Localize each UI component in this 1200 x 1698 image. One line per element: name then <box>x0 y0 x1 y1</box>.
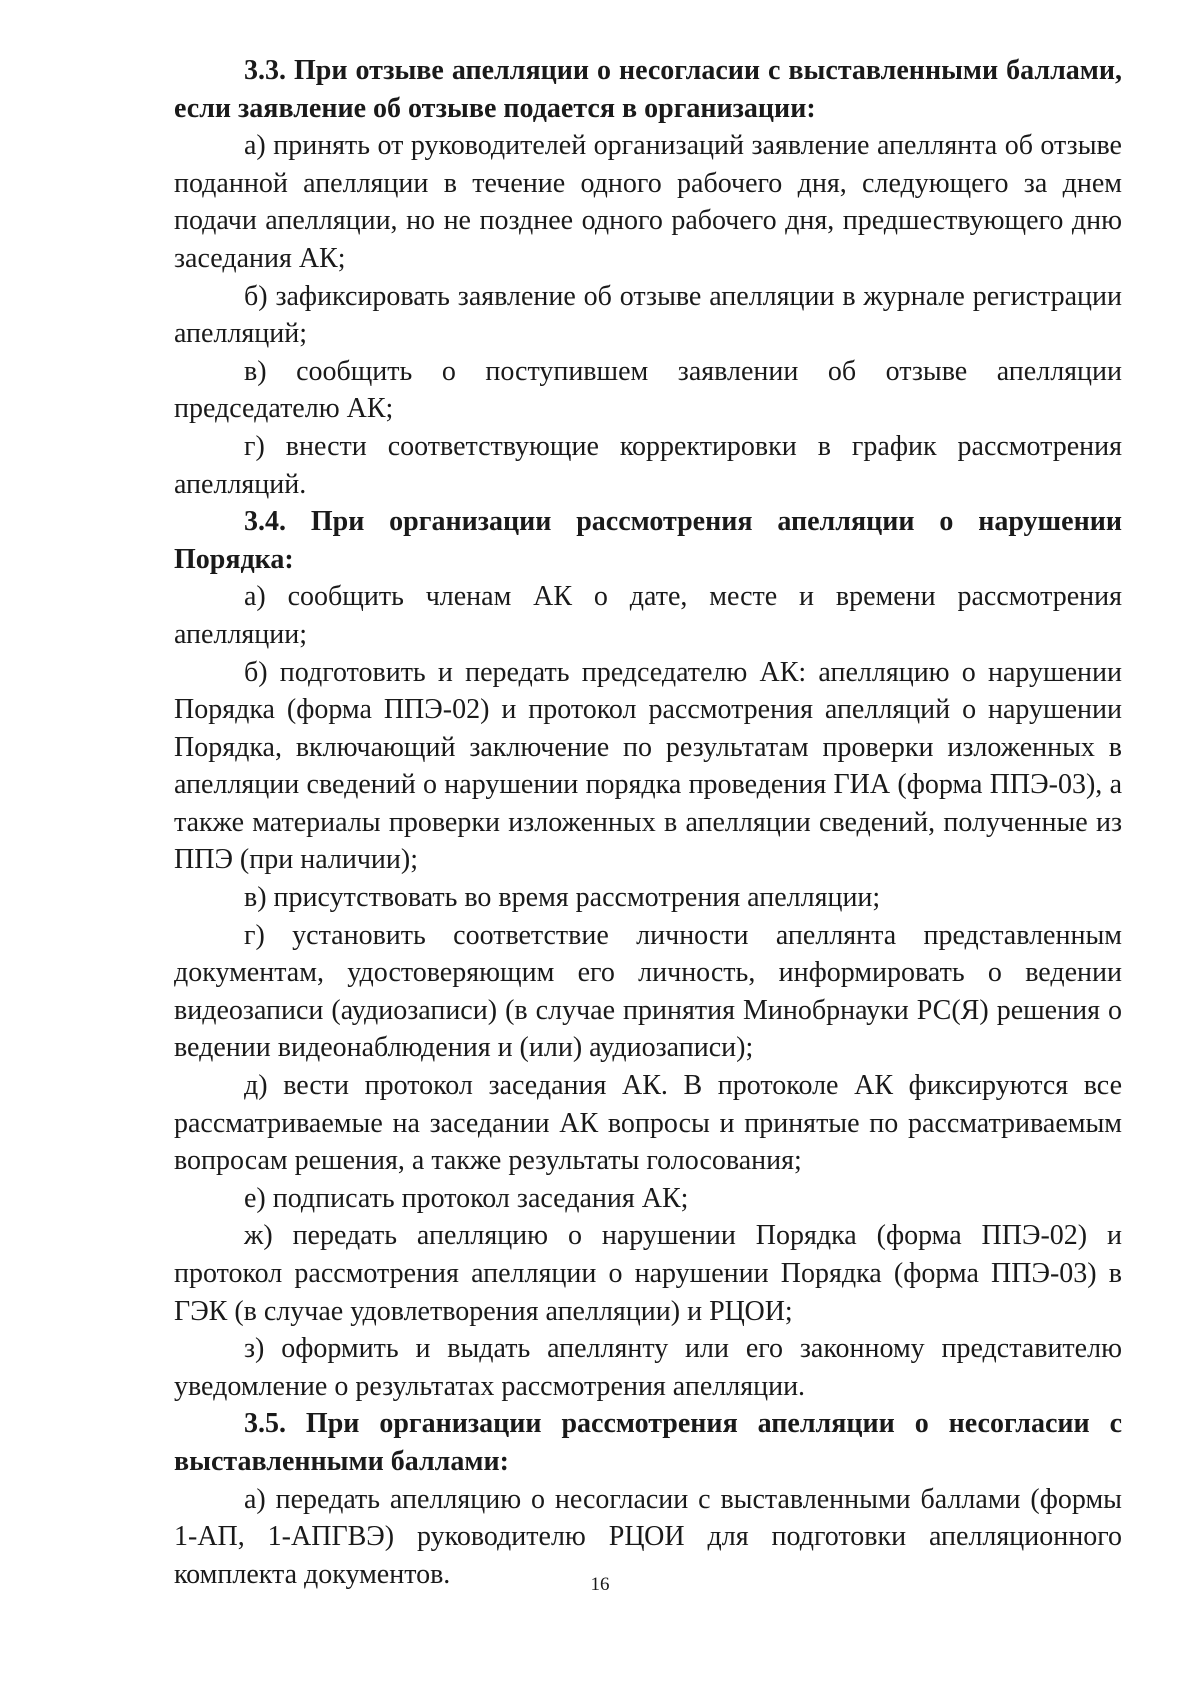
paragraph-3-4-zh: ж) передать апелляцию о нарушении Порядка (форма ППЭ-02) и протокол рассмотрения апелляции о нарушении Порядка (форма ППЭ-03) в ГЭК (в случае удовлетворения апелляции) и РЦОИ; <box>174 1220 1122 1327</box>
paragraph-3-4-z: з) оформить и выдать апеллянту или его законному представителю уведомление о результатах рассмотрения апелляции. <box>174 1333 1122 1402</box>
paragraph-3-4-b: б) подготовить и передать председателю АК: апелляцию о нарушении Порядка (форма ППЭ-02) и протокол рассмотрения апелляций о нарушении Порядка, включающий заключение по результатам проверки изложенных в апелляции сведений о нарушении порядка проведения ГИА (форма ППЭ-03), а также материалы проверки изложенных в апелляции сведений, полученные из ППЭ (при наличии); <box>174 656 1122 876</box>
paragraph-3-5-a: а) передать апелляцию о несогласии с выставленными баллами (формы 1-АП, 1-АПГВЭ) руководителю РЦОИ для подготовки апелляционного комплекта документов. <box>174 1483 1122 1590</box>
paragraph-3-3-b: б) зафиксировать заявление об отзыве апелляции в журнале регистрации апелляций; <box>174 280 1122 350</box>
paragraph-3-4-d: д) вести протокол заседания АК. В протоколе АК фиксируются все рассматриваемые на заседании АК вопросы и принятые по рассматриваемым вопросам решения, а также результаты голосования; <box>174 1070 1122 1177</box>
paragraph-3-4-g: г) установить соответствие личности апеллянта представленным документам, удостоверяющим его личность, информировать о ведении видеозаписи (аудиозаписи) (в случае принятия Минобрнауки РС(Я) решения о ведении видеонаблюдения и (или) аудиозаписи); <box>174 919 1122 1064</box>
document-body <box>174 52 1122 1593</box>
section-heading-3-5: 3.5. При организации рассмотрения апелляции о несогласии с выставленными баллами: <box>174 1408 1122 1477</box>
paragraph-3-3-a: а) принять от руководителей организаций заявление апеллянта об отзыве поданной апелляции в течение одного рабочего дня, следующего за днем подачи апелляции, но не позднее одного рабочего дня, предшествующего дню заседания АК; <box>174 130 1122 274</box>
section-heading-3-4: 3.4. При организации рассмотрения апелляции о нарушении Порядка: <box>174 506 1122 575</box>
paragraph-3-4-e: е) подписать протокол заседания АК; <box>244 1182 689 1214</box>
page-number: 16 <box>590 1574 610 1595</box>
paragraph-3-3-g: г) внести соответствующие корректировки в график рассмотрения апелляций. <box>174 430 1122 500</box>
section-heading-3-3: 3.3. При отзыве апелляции о несогласии с выставленными баллами, если заявление об отзыве подается в организации: <box>174 55 1122 124</box>
paragraph-3-3-v: в) сообщить о поступившем заявлении об отзыве апелляции председателю АК; <box>174 355 1122 425</box>
paragraph-3-4-v: в) присутствовать во время рассмотрения апелляции; <box>244 882 881 914</box>
paragraph-3-4-a: а) сообщить членам АК о дате, месте и времени рассмотрения апелляции; <box>174 581 1122 650</box>
